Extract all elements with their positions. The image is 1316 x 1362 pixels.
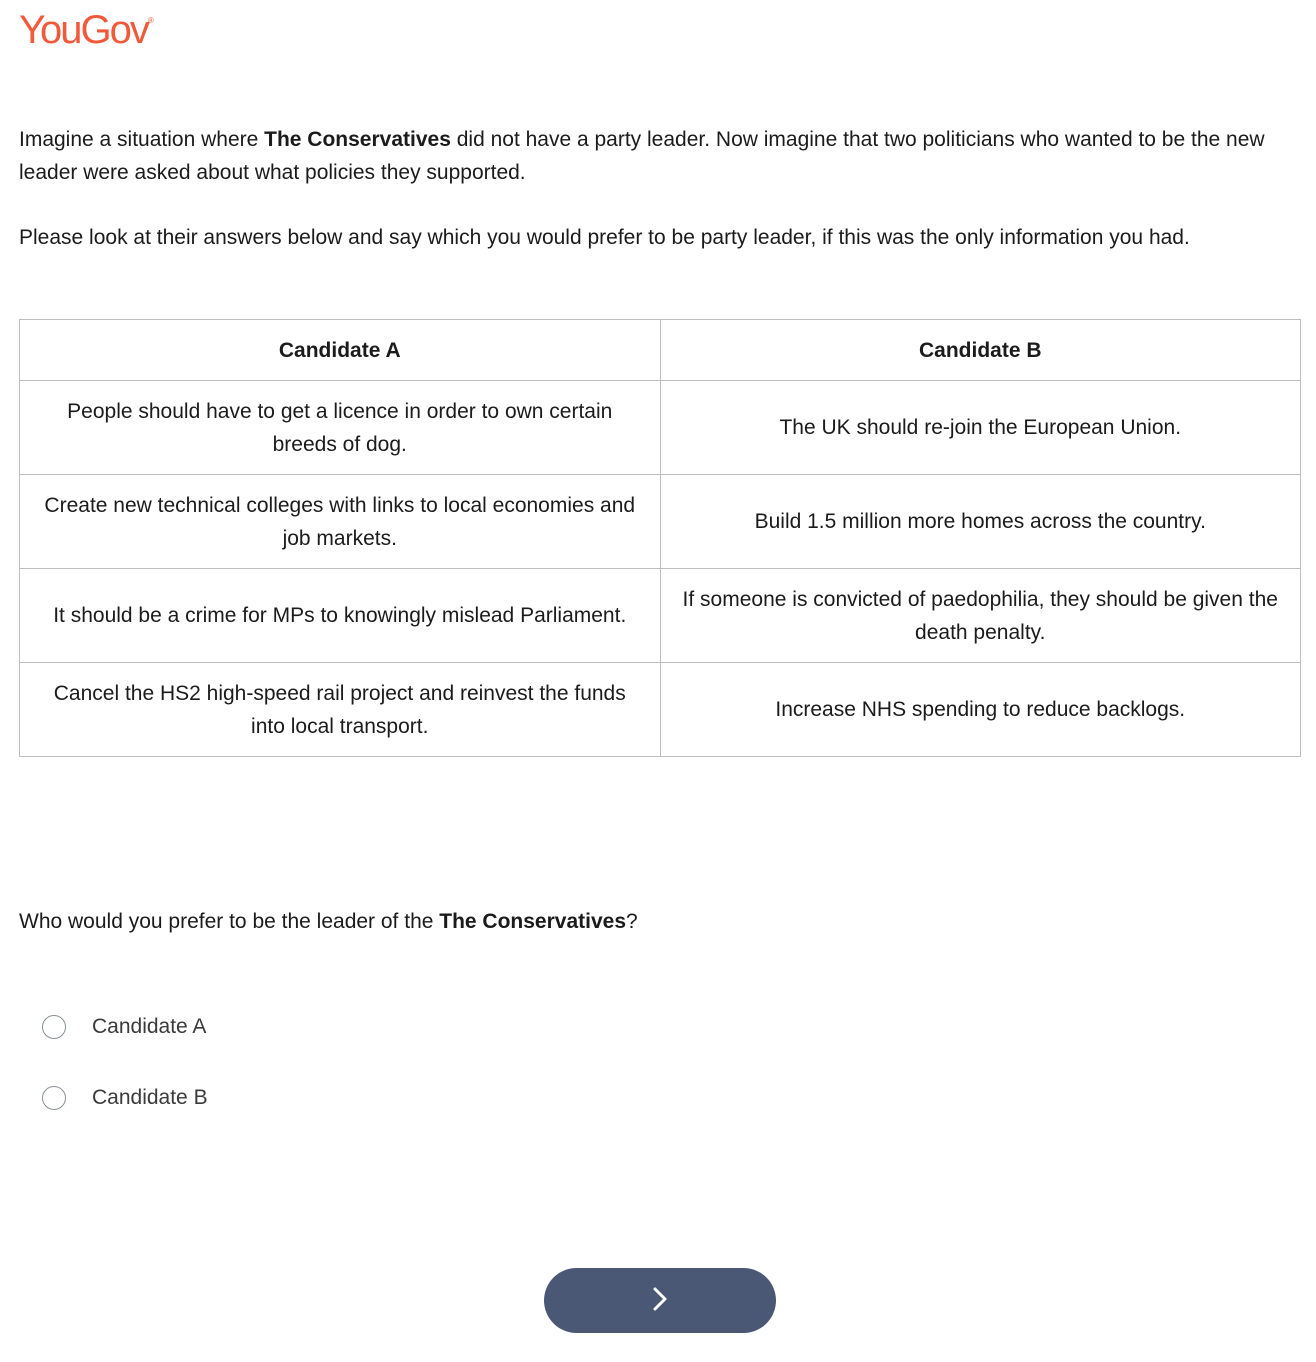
yougov-logo: YouGov® [19, 8, 154, 52]
policy-a: It should be a crime for MPs to knowingly mislead Parliament. [20, 569, 661, 663]
party-name: The Conservatives [264, 128, 451, 151]
option-candidate-b[interactable] [42, 1083, 208, 1113]
policy-b: Increase NHS spending to reduce backlogs. [660, 663, 1301, 757]
policy-a: Create new technical colleges with links to local economies and job markets. [20, 475, 661, 569]
chevron-right-icon [650, 1286, 670, 1315]
table-row [20, 569, 1301, 663]
table-row [20, 475, 1301, 569]
table-row [20, 381, 1301, 475]
table-row [20, 663, 1301, 757]
policy-a: Cancel the HS2 high-speed rail project and reinvest the funds into local transport. [20, 663, 661, 757]
intro-paragraph-2: Please look at their answers below and say which you would prefer to be party leader, if this was the only information you had. [19, 226, 1190, 249]
radio-candidate-a[interactable] [42, 1015, 66, 1039]
candidates-table [19, 319, 1301, 757]
intro-paragraph-1: Imagine a situation where The Conservatives did not have a party leader. Now imagine that two politicians who wanted to be the new leader were asked about what policies they supported. [19, 128, 1265, 184]
question-party-name: The Conservatives [439, 910, 627, 933]
header-candidate-b: Candidate B [660, 320, 1301, 381]
option-label: Candidate A [92, 1015, 207, 1038]
policy-b: The UK should re-join the European Union. [660, 381, 1301, 475]
question-text: Who would you prefer to be the leader of the The Conservatives? [19, 910, 638, 933]
header-candidate-a: Candidate A [20, 320, 661, 381]
radio-candidate-b[interactable] [42, 1086, 66, 1110]
policy-a: People should have to get a licence in order to own certain breeds of dog. [20, 381, 661, 475]
next-button[interactable] [544, 1268, 776, 1333]
policy-b: Build 1.5 million more homes across the country. [660, 475, 1301, 569]
option-label: Candidate B [92, 1086, 208, 1109]
policy-b: If someone is convicted of paedophilia, they should be given the death penalty. [660, 569, 1301, 663]
option-candidate-a[interactable] [42, 1012, 206, 1042]
